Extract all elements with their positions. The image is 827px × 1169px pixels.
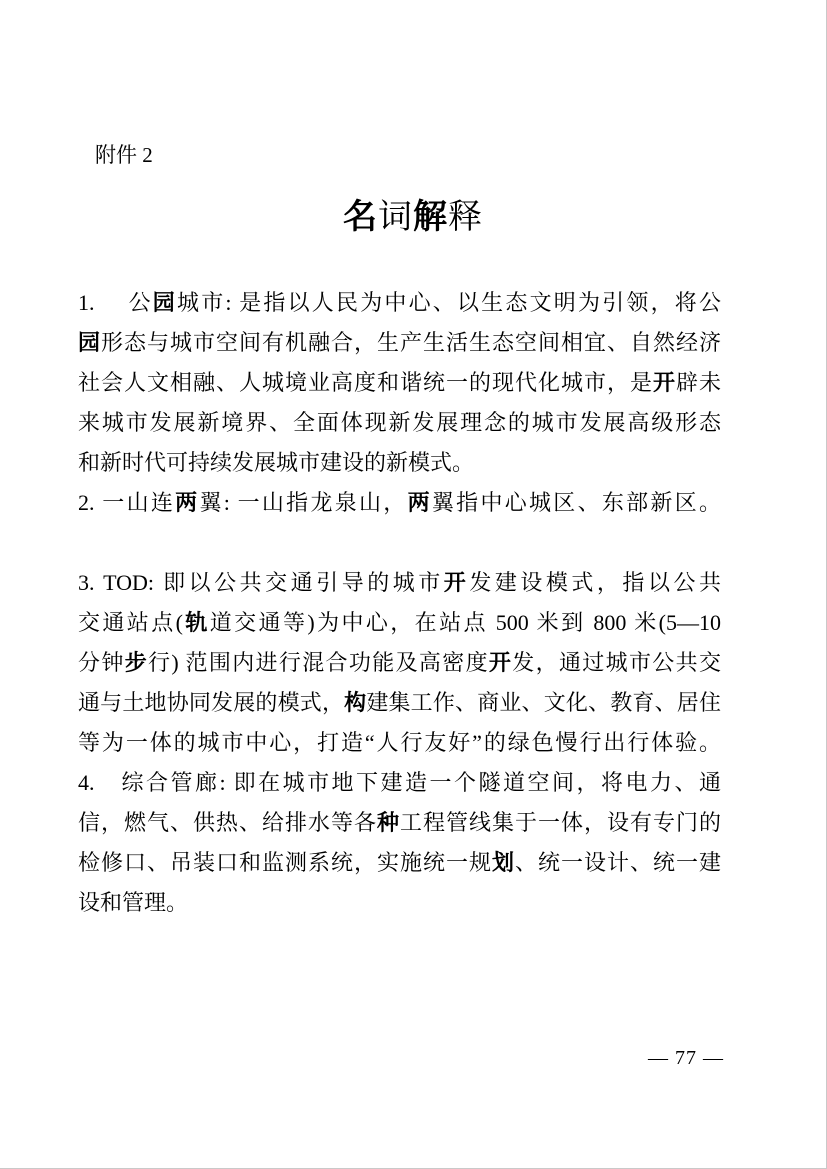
text-line [78, 483, 721, 523]
text-line [78, 683, 721, 723]
text-run: 工程管线集于一体，设有专门的 [399, 810, 721, 835]
text-run: 翼指中心城区、东部新区。 [431, 490, 721, 515]
page-number: — 77 — [648, 1047, 724, 1069]
bold-text-run: 解 [413, 199, 448, 236]
text-line [78, 283, 721, 323]
bold-text-run: 种 [376, 810, 400, 835]
text-run: 检修口、吊装口和监测系统，实施统一规 [78, 850, 492, 875]
text-run: 词 [378, 199, 413, 236]
text-line [78, 843, 721, 883]
text-run: 发，通过城市公共交 [512, 650, 721, 675]
body-text [78, 283, 721, 923]
bold-text-run: 园 [78, 330, 101, 355]
text-run: 通与土地协同发展的模式， [78, 690, 345, 715]
text-run: 释 [448, 199, 483, 236]
text-run: 行) 范围内进行混合功能及高密度 [148, 650, 489, 675]
paragraph-item-2 [78, 483, 721, 523]
paragraph-item-1 [78, 283, 721, 483]
text-line [78, 643, 721, 683]
text-line [78, 363, 721, 403]
text-run: 形态与城市空间有机融合，生产生活生态空间相宜、自然经济 [101, 330, 721, 355]
text-run: 翼: 一山指龙泉山， [199, 490, 408, 515]
bold-text-run: 开 [488, 650, 513, 675]
text-run: 2. 一山连 [78, 490, 176, 515]
text-run: 辟未 [675, 370, 721, 395]
text-line [78, 803, 721, 843]
text-run: 交通站点( [78, 610, 183, 635]
text-run: 4. 综合管廊: 即在城市地下建造一个隧道空间，将电力、通 [78, 770, 721, 795]
bold-text-run: 轨 [182, 610, 210, 635]
text-line [78, 403, 721, 443]
text-line [78, 563, 721, 603]
text-run: 信，燃气、供热、给排水等各 [78, 810, 377, 835]
bold-text-run: 园 [152, 290, 177, 315]
bold-text-run: 名 [343, 199, 378, 236]
text-run: 发建设模式，指以公共 [469, 570, 721, 595]
bold-text-run: 步 [124, 650, 149, 675]
text-run: 分钟 [78, 650, 125, 675]
bold-text-run: 构 [344, 690, 367, 715]
text-run: 道交通等)为中心，在站点 500 米到 800 米(5—10 [209, 610, 721, 635]
text-run: 社会人文相融、人城境业高度和谐统一的现代化城市，是 [78, 370, 653, 395]
text-line [78, 763, 721, 803]
text-run: 等为一体的城市中心，打造“人行友好”的绿色慢行出行体验。 [78, 730, 721, 755]
bold-text-run: 划 [491, 850, 515, 875]
text-run: 3. TOD: 即以公共交通引导的城市 [78, 570, 444, 595]
attachment-label: 附件 2 [95, 143, 153, 167]
bold-text-run: 两 [175, 490, 200, 515]
text-line [78, 603, 721, 643]
text-line [78, 883, 721, 923]
bold-text-run: 两 [407, 490, 432, 515]
text-run: 设和管理。 [78, 890, 189, 915]
text-line [78, 323, 721, 363]
text-run: 1. 公 [78, 290, 153, 315]
text-run: 和新时代可持续发展城市建设的新模式。 [78, 450, 475, 475]
text-run: 城市: 是指以人民为中心、以生态文明为引领，将公 [177, 290, 721, 315]
bold-text-run: 开 [652, 370, 676, 395]
paragraph-item-3 [78, 563, 721, 763]
document-title [0, 196, 826, 240]
text-run: 、统一设计、统一建 [514, 850, 721, 875]
bold-text-run: 开 [443, 570, 470, 595]
text-run: 来城市发展新境界、全面体现新发展理念的城市发展高级形态 [78, 410, 721, 435]
text-run: 建集工作、商业、文化、教育、居住 [366, 690, 721, 715]
text-line [78, 443, 721, 483]
text-line [78, 723, 721, 763]
paragraph-item-4 [78, 763, 721, 923]
